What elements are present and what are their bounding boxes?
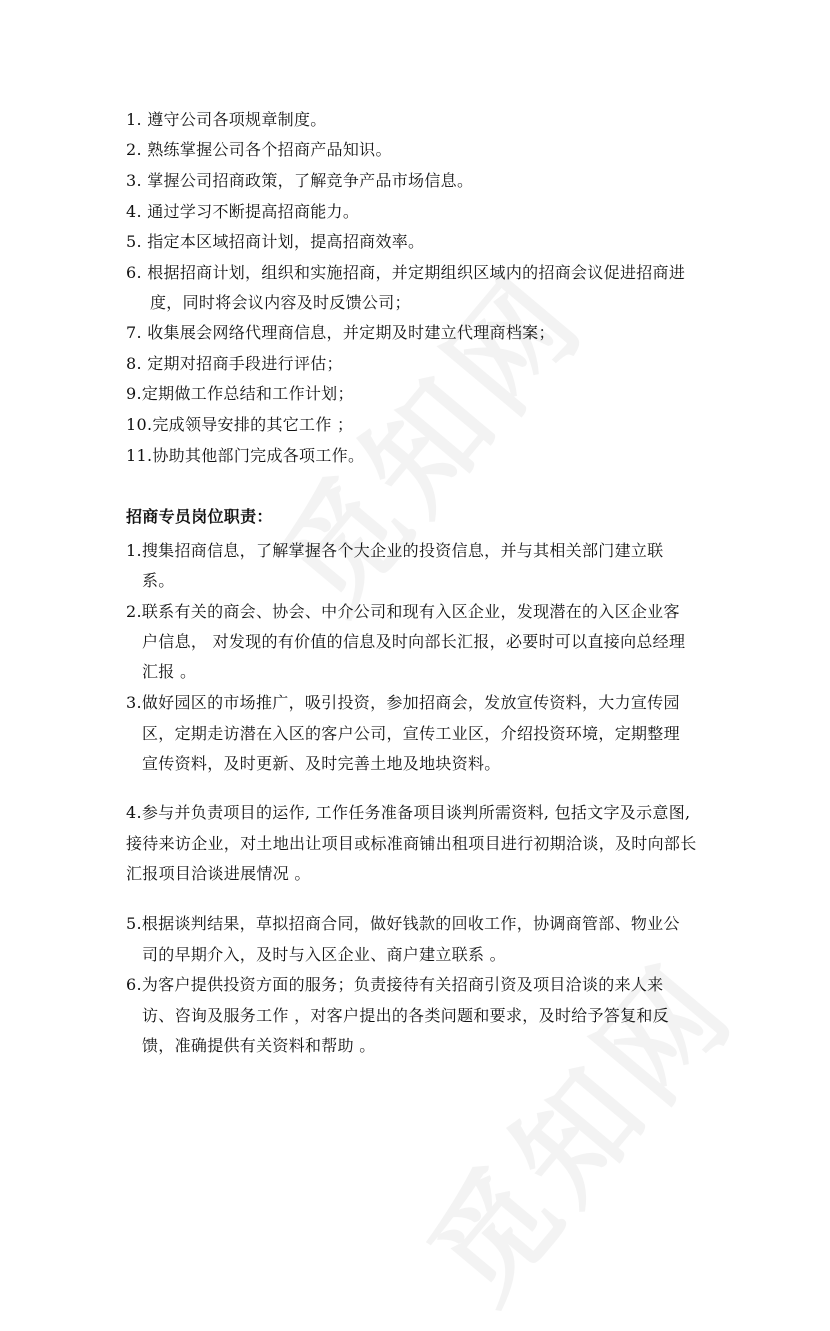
list-item: 5. 指定本区域招商计划，提高招商效率。 <box>126 232 425 251</box>
list-item: 11.协助其他部门完成各项工作。 <box>126 446 365 465</box>
list-item: 4.参与并负责项目的运作, 工作任务准备项目谈判所需资料, 包括文字及示意图, <box>126 803 691 822</box>
list-item: 3. 掌握公司招商政策，了解竞争产品市场信息。 <box>126 171 474 190</box>
list-item: 3.做好园区的市场推广，吸引投资，参加招商会，发放宣传资料，大力宣传园 <box>126 693 680 712</box>
list-item-continuation: 汇报项目洽谈进展情况 。 <box>126 864 311 883</box>
list-item: 5.根据谈判结果，草拟招商合同，做好钱款的回收工作，协调商管部、物业公 <box>126 914 680 933</box>
list-item: 7. 收集展会网络代理商信息，并定期及时建立代理商档案； <box>126 323 555 342</box>
list-item-continuation: 访、咨询及服务工作 ，对客户提出的各类问题和要求，及时给予答复和反 <box>142 1006 669 1025</box>
list-item-continuation: 系。 <box>142 571 175 590</box>
list-item: 6. 根据招商计划，组织和实施招商，并定期组织区域内的招商会议促进招商进 <box>126 263 686 282</box>
list-item: 9.定期做工作总结和工作计划； <box>126 384 354 403</box>
list-item: 10.完成领导安排的其它工作 ； <box>126 415 354 434</box>
list-item-continuation: 馈，准确提供有关资料和帮助 。 <box>142 1036 376 1055</box>
list-item: 1.搜集招商信息，了解掌握各个大企业的投资信息，并与其相关部门建立联 <box>126 541 664 560</box>
list-item: 2.联系有关的商会、协会、中介公司和现有入区企业，发现潜在的入区企业客 <box>126 602 680 621</box>
list-item: 6.为客户提供投资方面的服务；负责接待有关招商引资及项目洽谈的来人来 <box>126 975 664 994</box>
list-item-continuation: 汇报 。 <box>142 662 197 681</box>
list-item-continuation: 宣传资料，及时更新、及时完善土地及地块资料。 <box>142 754 501 773</box>
list-item: 8. 定期对招商手段进行评估； <box>126 354 343 373</box>
list-item-continuation: 度，同时将会议内容及时反馈公司； <box>150 293 411 312</box>
list-item: 2. 熟练掌握公司各个招商产品知识。 <box>126 140 392 159</box>
list-item-continuation: 接待来访企业，对土地出让项目或标准商铺出租项目进行初期洽谈，及时向部长 <box>126 834 697 853</box>
list-item-continuation: 区，定期走访潜在入区的客户公司，宣传工业区，介绍投资环境，定期整理 <box>142 724 680 743</box>
list-item: 4. 通过学习不断提高招商能力。 <box>126 202 360 221</box>
list-item: 1. 遵守公司各项规章制度。 <box>126 110 327 129</box>
section-title: 招商专员岗位职责： <box>126 507 273 526</box>
list-item-continuation: 户信息， 对发现的有价值的信息及时向部长汇报，必要时可以直接向总经理 <box>142 632 686 651</box>
list-item-continuation: 司的早期介入，及时与入区企业、商户建立联系 。 <box>142 945 506 964</box>
